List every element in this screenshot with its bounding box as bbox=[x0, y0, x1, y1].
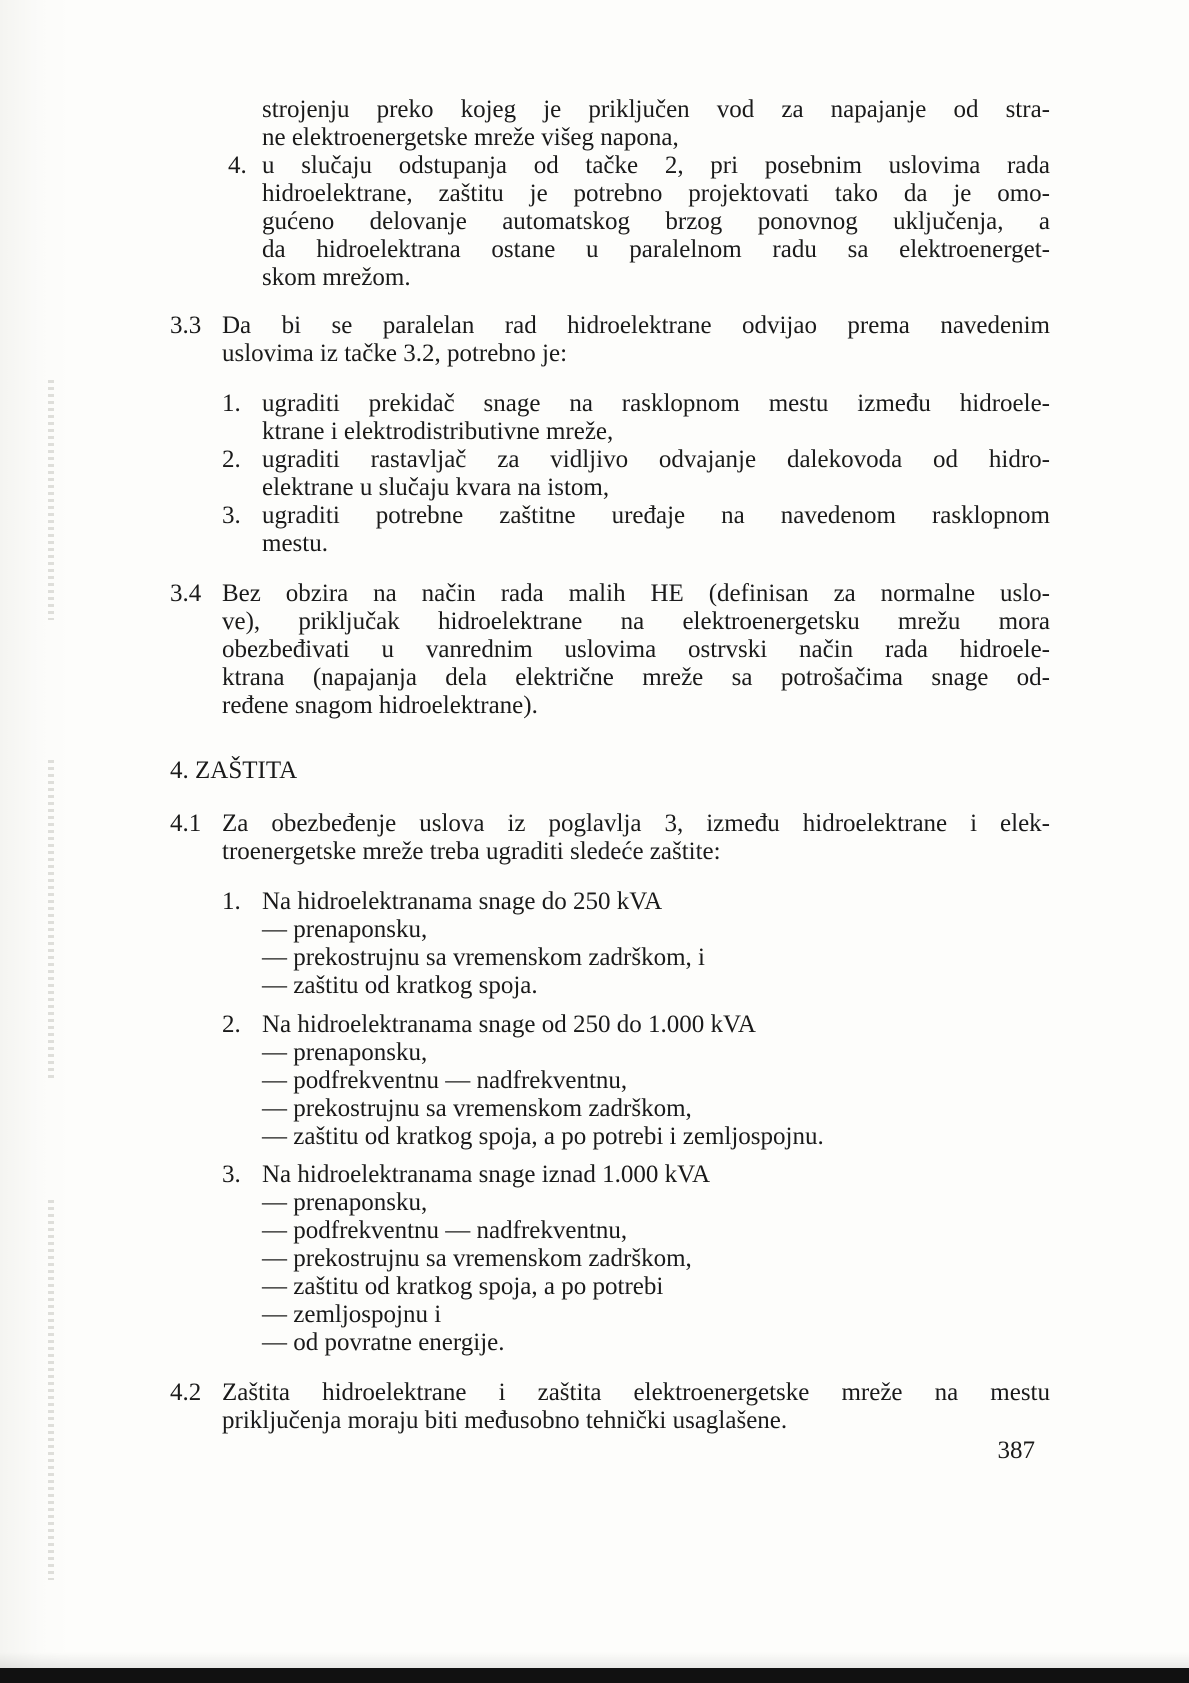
text-line: u slučaju odstupanja od tačke 2, pri posebnim uslovima rada bbox=[262, 152, 1050, 179]
item-number: 4. bbox=[228, 152, 247, 179]
text-line: uslovima iz tačke 3.2, potrebno je: bbox=[222, 340, 568, 367]
text-line: ugraditi potrebne zaštitne uređaje na navedenom rasklopnom bbox=[262, 502, 1050, 529]
text-line: ugraditi rastavljač za vidljivo odvajanje dalekovoda od hidro- bbox=[262, 446, 1050, 473]
text-line: Bez obzira na način rada malih HE (definisan za normalne uslo- bbox=[222, 580, 1050, 607]
item-number: 2. bbox=[222, 1011, 241, 1038]
item-number: 3. bbox=[222, 502, 241, 529]
item-number: 2. bbox=[222, 446, 241, 473]
text-line: ktrana (napajanja dela električne mreže sa potrošačima snage od- bbox=[222, 664, 1050, 691]
text-line: skom mrežom. bbox=[262, 264, 411, 291]
list-item: — podfrekventnu — nadfrekventnu, bbox=[262, 1217, 628, 1244]
item-number: 1. bbox=[222, 390, 241, 417]
chapter-title: 4. ZAŠTITA bbox=[170, 757, 298, 784]
text-line: obezbeđivati u vanrednim uslovima ostrvski način rada hidroele- bbox=[222, 636, 1050, 663]
scan-left-margin bbox=[0, 0, 70, 1683]
item-number: 3. bbox=[222, 1161, 241, 1188]
section-number: 3.4 bbox=[170, 580, 202, 607]
text-line: troenergetske mreže treba ugraditi sledeće zaštite: bbox=[222, 838, 721, 865]
intro-continuation bbox=[262, 96, 1050, 152]
scan-bottom-shadow bbox=[0, 1652, 1189, 1668]
text-line: ktrane i elektrodistributivne mreže, bbox=[262, 418, 614, 445]
list-item: — prekostrujnu sa vremenskom zadrškom, bbox=[262, 1245, 692, 1272]
group-title: Na hidroelektranama snage od 250 do 1.000 kVA bbox=[262, 1011, 756, 1038]
text-line: Za obezbeđenje uslova iz poglavlja 3, između hidroelektrane i elek- bbox=[222, 810, 1050, 837]
binding-shadow bbox=[48, 380, 54, 620]
list-item: — od povratne energije. bbox=[262, 1329, 505, 1356]
list-item: — prenaponsku, bbox=[262, 1039, 428, 1066]
list-item: — zemljospojnu i bbox=[262, 1301, 442, 1328]
group-title: Na hidroelektranama snage do 250 kVA bbox=[262, 888, 663, 915]
list-item: — zaštitu od kratkog spoja, a po potrebi bbox=[262, 1273, 664, 1300]
text-line: Zaštita hidroelektrane i zaštita elektroenergetske mreže na mestu bbox=[222, 1379, 1050, 1406]
list-item: — zaštitu od kratkog spoja. bbox=[262, 972, 538, 999]
text-line: ređene snagom hidroelektrane). bbox=[222, 692, 538, 719]
list-item: — prekostrujnu sa vremenskom zadrškom, i bbox=[262, 944, 705, 971]
text-line: elektrane u slučaju kvara na istom, bbox=[262, 474, 610, 501]
text-line: priključenja moraju biti međusobno tehnički usaglašene. bbox=[222, 1407, 788, 1434]
section-number: 4.2 bbox=[170, 1379, 202, 1406]
item-number: 1. bbox=[222, 888, 241, 915]
text-line: mestu. bbox=[262, 530, 328, 557]
list-item: — prenaponsku, bbox=[262, 916, 428, 943]
text-line: hidroelektrane, zaštitu je potrebno projektovati tako da je omo- bbox=[262, 180, 1050, 207]
text-line: ve), priključak hidroelektrane na elektroenergetsku mrežu mora bbox=[222, 608, 1050, 635]
list-item: — prenaponsku, bbox=[262, 1189, 428, 1216]
scan-bottom-edge bbox=[0, 1668, 1189, 1683]
binding-shadow bbox=[48, 760, 54, 1080]
text-line: strojenju preko kojeg je priključen vod za napajanje od stra- bbox=[262, 96, 1050, 123]
chapter-heading bbox=[170, 757, 1050, 785]
section-number: 3.3 bbox=[170, 312, 202, 339]
list-item: — podfrekventnu — nadfrekventnu, bbox=[262, 1067, 628, 1094]
text-line: ne elektroenergetske mreže višeg napona, bbox=[262, 124, 679, 151]
text-line: Da bi se paralelan rad hidroelektrane odvijao prema navedenim bbox=[222, 312, 1050, 339]
group-title: Na hidroelektranama snage iznad 1.000 kVA bbox=[262, 1161, 711, 1188]
text-line: gućeno delovanje automatskog brzog ponovnog uključenja, a bbox=[262, 208, 1050, 235]
list-item: — prekostrujnu sa vremenskom zadrškom, bbox=[262, 1095, 692, 1122]
list-item: — zaštitu od kratkog spoja, a po potrebi i zemljospojnu. bbox=[262, 1123, 824, 1150]
text-line: ugraditi prekidač snage na rasklopnom mestu između hidroele- bbox=[262, 390, 1050, 417]
binding-shadow bbox=[48, 1200, 54, 1580]
text-line: da hidroelektrana ostane u paralelnom radu sa elektroenerget- bbox=[262, 236, 1050, 263]
section-number: 4.1 bbox=[170, 810, 202, 837]
page-number: 387 bbox=[997, 1437, 1035, 1464]
